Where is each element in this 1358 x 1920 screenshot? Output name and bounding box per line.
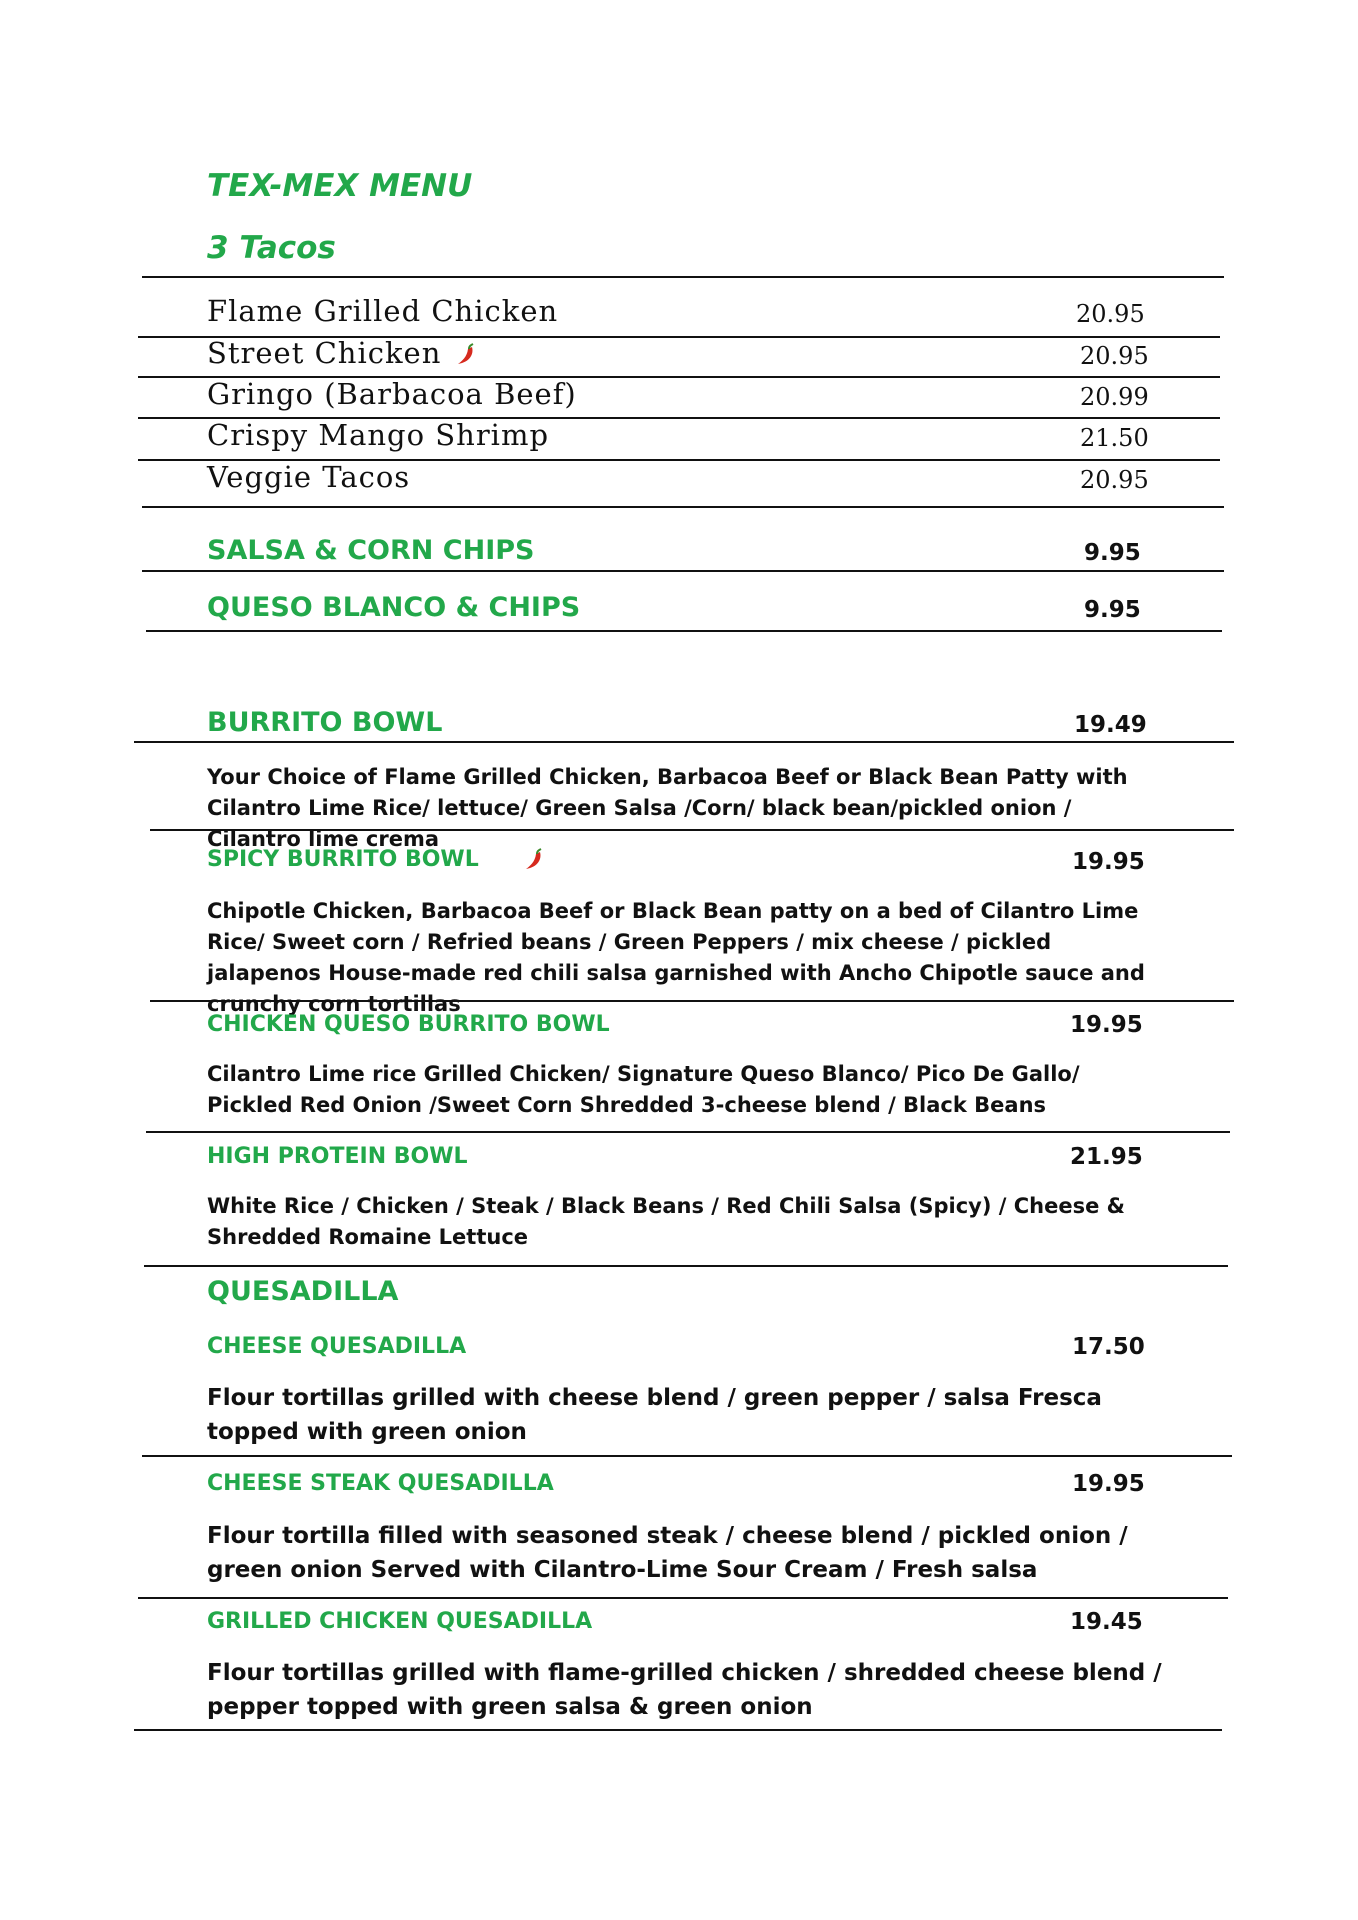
bowl-item-row (207, 847, 546, 873)
side-item-name: SALSA & CORN CHIPS (207, 535, 535, 566)
divider (142, 506, 1224, 508)
divider (138, 1597, 1228, 1599)
quesadilla-heading: QUESADILLA (207, 1276, 399, 1307)
taco-item-row (207, 336, 478, 370)
divider (142, 276, 1224, 278)
tacos-heading: 3 Tacos (207, 230, 336, 266)
taco-item-price: 20.95 (1076, 300, 1145, 328)
quesadilla-item-price: 19.45 (1070, 1609, 1143, 1635)
bowl-item-name: BURRITO BOWL (207, 707, 443, 738)
side-item-price: 9.95 (1084, 540, 1141, 566)
bowl-item-price: 21.95 (1070, 1144, 1143, 1170)
divider (134, 1729, 1222, 1731)
quesadilla-item-description: Flour tortillas grilled with flame-grilled chicken / shredded cheese blend / pepper topped with green salsa & green onion (207, 1660, 1162, 1720)
quesadilla-item-name: CHEESE STEAK QUESADILLA (207, 1471, 554, 1496)
bowl-item-price: 19.95 (1070, 1012, 1143, 1038)
taco-item-name: Crispy Mango Shrimp (207, 418, 550, 452)
quesadilla-item-price: 19.95 (1072, 1471, 1145, 1497)
bowl-item-description: Cilantro Lime rice Grilled Chicken/ Signature Queso Blanco/ Pico De Gallo/ Pickled Red Onion /Sweet Corn Shredded 3-cheese blend / Black Beans (207, 1062, 1080, 1117)
bowl-item-name: HIGH PROTEIN BOWL (207, 1144, 468, 1169)
divider (150, 829, 1234, 831)
taco-item-price: 21.50 (1080, 424, 1149, 452)
quesadilla-item-name: CHEESE QUESADILLA (207, 1334, 467, 1359)
bowl-item-description: Your Choice of Flame Grilled Chicken, Barbacoa Beef or Black Bean Patty with Cilantro Lime Rice/ lettuce/ Green Salsa /Corn/ black bean/pickled onion / Cilantro lime crema (207, 765, 1128, 851)
quesadilla-item-name: GRILLED CHICKEN QUESADILLA (207, 1609, 593, 1634)
quesadilla-item-description: Flour tortilla filled with seasoned steak / cheese blend / pickled onion / green onion Served with Cilantro-Lime Sour Cream / Fresh salsa (207, 1523, 1128, 1583)
bowl-item-name: CHICKEN QUESO BURRITO BOWL (207, 1012, 610, 1037)
taco-item-name: Street Chicken (207, 336, 442, 370)
side-item-price: 9.95 (1084, 597, 1141, 623)
taco-item-name: Veggie Tacos (207, 460, 411, 494)
divider (150, 1000, 1234, 1002)
taco-item-name: Gringo (Barbacoa Beef) (207, 377, 577, 411)
taco-item-price: 20.99 (1080, 383, 1149, 411)
bowl-item-description: Chipotle Chicken, Barbacoa Beef or Black Bean patty on a bed of Cilantro Lime Rice/ Sweet corn / Refried beans / Green Peppers / mix cheese / pickled jalapenos House-made red chili salsa garnished with Ancho Chipotle sauce and crunchy corn tortillas (207, 899, 1145, 1016)
menu-title: TEX-MEX MENU (207, 168, 473, 204)
taco-item-price: 20.95 (1080, 342, 1149, 370)
quesadilla-item-description: Flour tortillas grilled with cheese blend / green pepper / salsa Fresca topped with green onion (207, 1385, 1102, 1445)
divider (142, 570, 1224, 572)
taco-item-name: Flame Grilled Chicken (207, 294, 559, 328)
side-item-name: QUESO BLANCO & CHIPS (207, 592, 581, 623)
divider (144, 1265, 1228, 1267)
divider (146, 1131, 1230, 1133)
bowl-item-description: White Rice / Chicken / Steak / Black Beans / Red Chili Salsa (Spicy) / Cheese & Shredded Romaine Lettuce (207, 1194, 1125, 1249)
bowl-item-name: SPICY BURRITO BOWL (207, 847, 479, 872)
bowl-item-price: 19.95 (1072, 849, 1145, 875)
divider (146, 630, 1222, 632)
quesadilla-item-price: 17.50 (1072, 1334, 1145, 1360)
taco-item-price: 20.95 (1080, 466, 1149, 494)
divider (142, 1455, 1232, 1457)
divider (134, 741, 1234, 743)
chili-pepper-icon (452, 342, 478, 368)
chili-pepper-icon (520, 847, 546, 873)
bowl-item-price: 19.49 (1074, 712, 1147, 738)
